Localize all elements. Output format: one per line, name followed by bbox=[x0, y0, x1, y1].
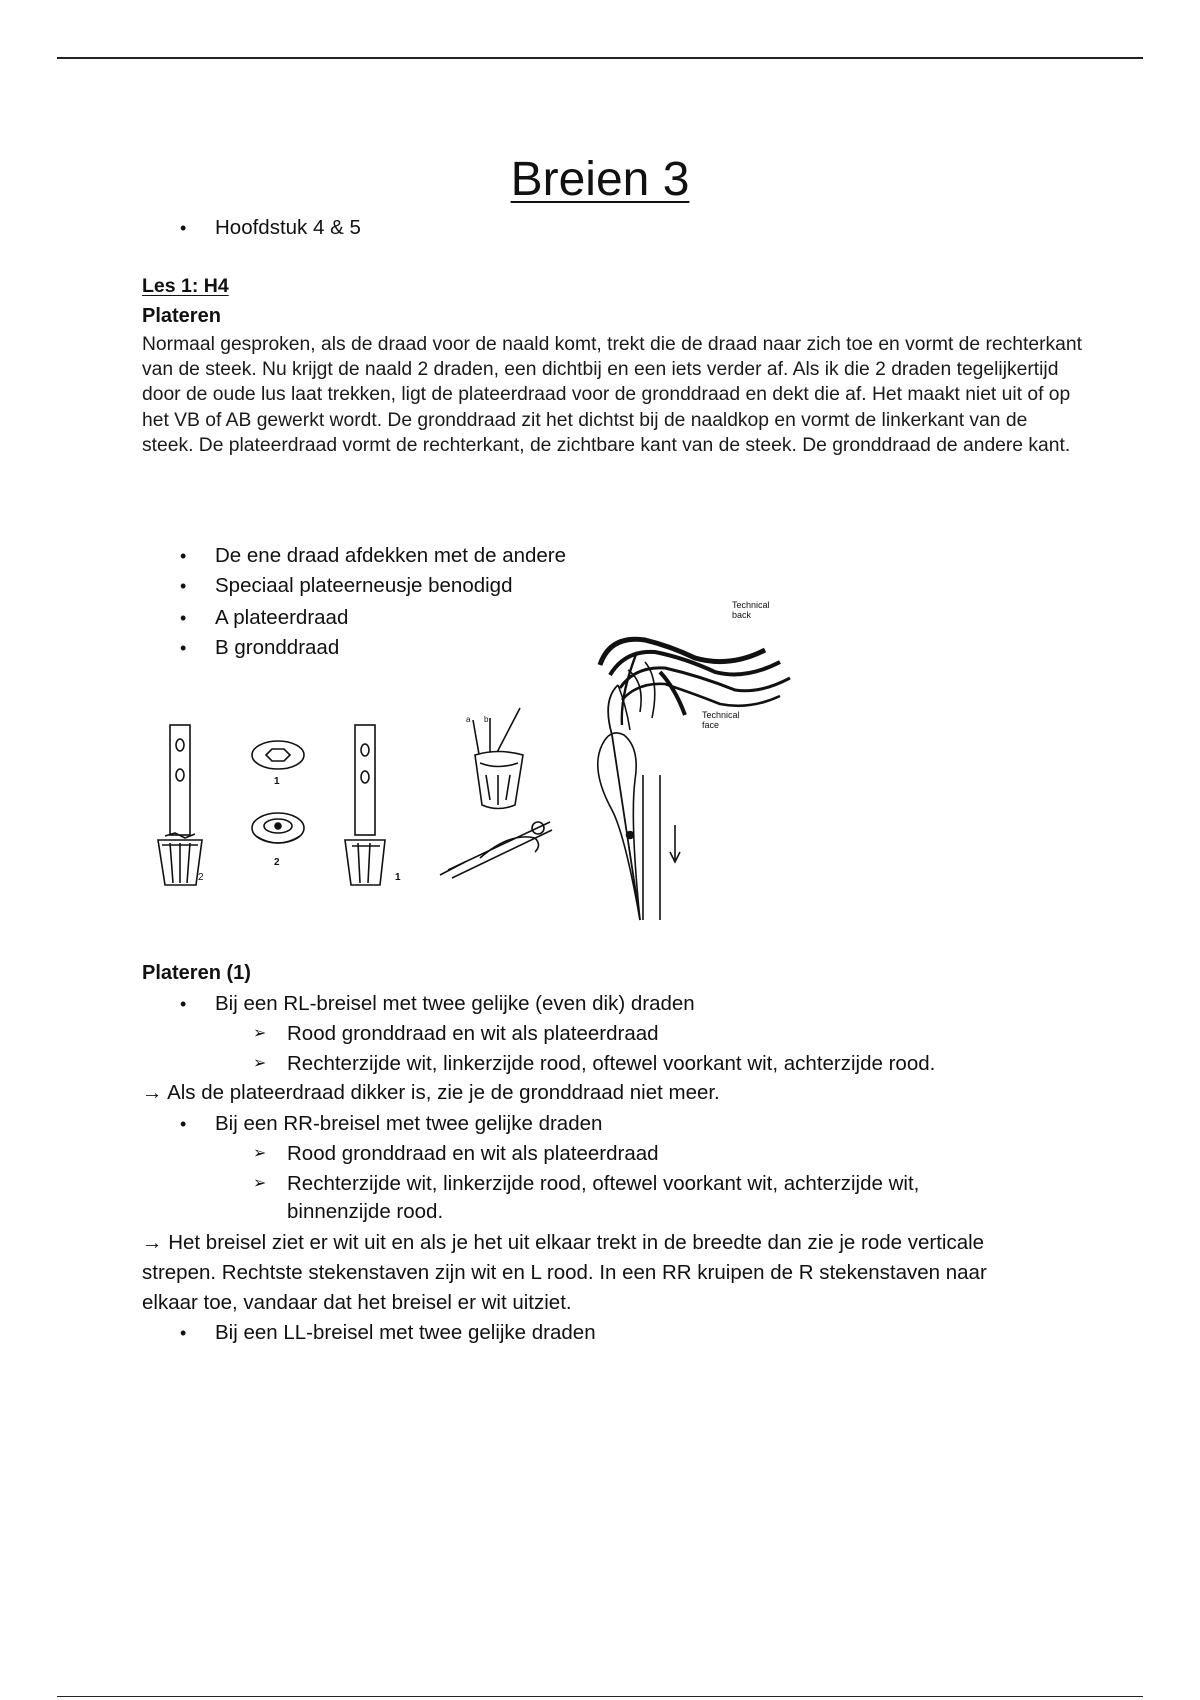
note-rl: → Als de plateerdraad dikker is, zie je de gronddraad niet meer. bbox=[142, 1081, 720, 1104]
arrow-right-icon: → bbox=[142, 1231, 163, 1254]
bullet-icon: • bbox=[180, 638, 187, 658]
bullet-icon: • bbox=[180, 994, 187, 1014]
needle-with-feeder-icon bbox=[158, 725, 202, 885]
figure-label-b: b bbox=[484, 715, 489, 724]
arrow-bullet-icon: ➢ bbox=[253, 1145, 267, 1162]
list-item: Hoofdstuk 4 & 5 bbox=[215, 216, 361, 239]
figure-label-1: 1 bbox=[274, 776, 280, 787]
figure-label-2: 2 bbox=[198, 872, 204, 883]
arrow-bullet-icon: ➢ bbox=[253, 1025, 267, 1042]
washer-icon bbox=[252, 741, 304, 769]
bullet-icon: • bbox=[180, 576, 187, 596]
washer-icon bbox=[252, 813, 304, 843]
bullet-icon: • bbox=[180, 546, 187, 566]
arrow-right-icon: → bbox=[142, 1081, 163, 1104]
needle-with-cone-icon bbox=[345, 725, 385, 885]
paragraph-plateren: Normaal gesproken, als de draad voor de naald komt, trekt die de draad naar zich toe en vormt de rechterkant van de steek. Nu krijgt de naald 2 draden, een dichtbij en een iets verder af. Als ik die 2 draden tegelijkertijd door de oude lus laat trekken, ligt de plateerdraad voor de gronddraad en dekt die af. Het maakt niet uit of op het VB of AB gewerkt wordt. De gronddraad zit het dichtst bij de naaldkop en vormt de linkerkant van de steek. De plateerdraad vormt de rechterkant, de zichtbare kant van de steek. De gronddraad de andere kant. bbox=[142, 334, 1082, 456]
plating-feeder-icon bbox=[440, 708, 552, 878]
arrow-bullet-icon: ➢ bbox=[253, 1055, 267, 1072]
page-title: Breien 3 bbox=[510, 153, 690, 206]
figure-label-a: a bbox=[466, 715, 471, 724]
bullet-icon: • bbox=[180, 1323, 187, 1343]
bullet-icon: • bbox=[180, 1114, 187, 1134]
section-heading-plateren: Plateren bbox=[142, 305, 221, 327]
footer-rule bbox=[57, 1696, 1143, 1697]
header-rule bbox=[57, 57, 1143, 59]
note-rr: → Het breisel ziet er wit uit en als je het uit elkaar trekt in de breedte dan zie je rode verticale strepen. Rechtste stekenstaven zijn wit en L rood. In een RR kruipen de R stekenstaven naar elkaar toe, vandaar dat het breisel er wit uitziet. bbox=[142, 1231, 987, 1314]
figure-label-2: 2 bbox=[274, 857, 280, 868]
lesson-heading: Les 1: H4 bbox=[142, 275, 229, 297]
latch-needle-loops-icon bbox=[598, 639, 790, 920]
technical-face-label: Technical face bbox=[702, 710, 740, 730]
section-heading-plateren-1: Plateren (1) bbox=[142, 962, 251, 984]
figure-label-1: 1 bbox=[395, 872, 401, 883]
technical-back-label: Technical back bbox=[732, 600, 770, 620]
arrow-bullet-icon: ➢ bbox=[253, 1175, 267, 1192]
bullet-icon: • bbox=[180, 218, 187, 238]
plating-figure bbox=[140, 600, 820, 935]
bullet-icon: • bbox=[180, 608, 187, 628]
